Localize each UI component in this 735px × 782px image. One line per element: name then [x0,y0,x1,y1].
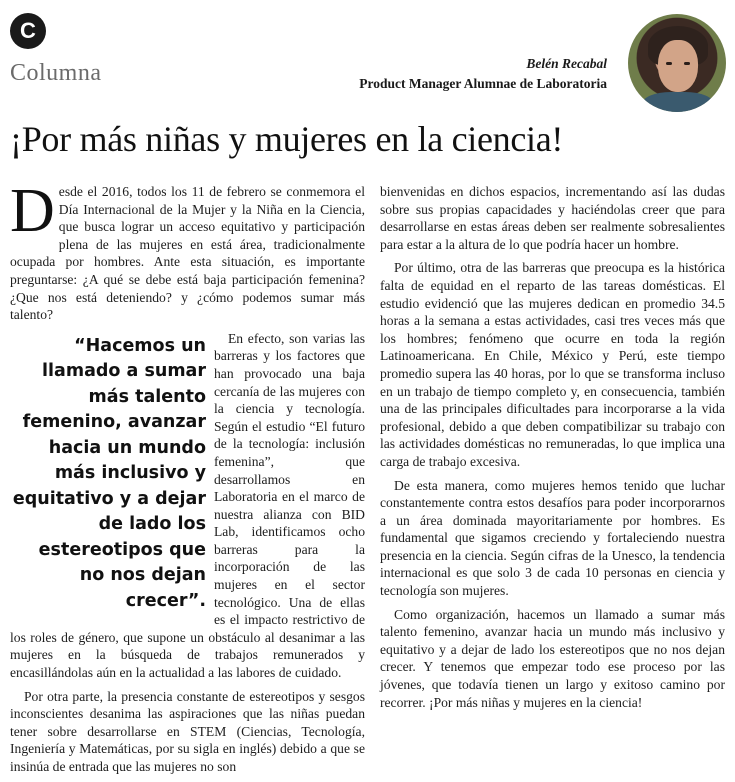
paragraph-stereotypes: Por otra parte, la presencia constante de estereotipos y sesgos inconscientes desanima las aspiraciones que las niñas puedan tener sobre desarrollarse en STEM (Ciencias, Tecnología, Ingeniería y Matemáticas, por su sigla en inglés) debido a que se insinúa de entrada que las mujeres no son [10,688,365,774]
author-byline [359,54,607,94]
article-headline: ¡Por más niñas y mujeres en la ciencia! [10,119,564,159]
section-label: Columna [10,60,102,86]
author-name: Belén Recabal [526,56,607,71]
article-column-right [380,183,725,717]
paragraph-call-to-action: Como organización, hacemos un llamado a sumar más talento femenino, avanzar hacia un mundo más inclusivo y equitativo y a dejar de lado los estereotipos que no nos dejan crecer. Y tenemos que empezar todo ese proceso por las jóvenes, que todavía tienen un largo y exitoso camino por recorrer. ¡Por más niñas y mujeres en la ciencia! [380,606,725,710]
paragraph-challenges: De esta manera, como mujeres hemos tenido que luchar constantemente contra estos desafíos para poder incorporarnos a un área dominada mayoritariamente por hombres. Es fundamental que sigamos creciendo y fortaleciendo nuestra presencia en la ciencia. Según cifras de la Unesco, la tendencia internacional es que solo 3 de cada 10 personas en ciencia y tecnología son mujeres. [380,477,725,599]
paragraph-continued: bienvenidas en dichos espacios, incrementando así las dudas sobre sus propias capacidades y haciéndolas creer que para desarrollarse en estas áreas deben ser realmente sobresalientes para estar a la altura de lo que podría hacer un hombre. [380,184,725,252]
paragraph-intro [10,177,365,324]
article-column-left [10,177,365,782]
author-role: Product Manager Alumnae de Laboratoria [359,76,607,91]
author-photo [628,14,726,112]
column-badge: C [10,13,46,49]
drop-cap: D [10,177,55,245]
paragraph-intro-text: esde el 2016, todos los 11 de febrero se conmemora el Día Internacional de la Mujer y la Niña en la Ciencia, que busca lograr un acceso equitativo y participación plena de las mujeres en está área, tradicionalmente ocupada por hombres. Ante esta situación, es importante preguntarse: ¿A qué se debe está baja participación femenina? ¿Que nos está deteniendo? y ¿cómo podemos sumar más talento? [10,184,365,323]
paragraph-barriers [10,330,365,682]
pull-quote: “Hacemos un llamado a sumar más talento femenino, avanzar hacia un mundo más inclusivo y equitativo y a dejar de lado los estereotipos que no nos dejan crecer”. [12,335,206,611]
paragraph-domestic: Por último, otra de las barreras que preocupa es la histórica falta de equidad en el reparto de las tareas domésticas. El estudio evidenció que las mujeres dedican en promedio 34.5 horas a la semana a estas actividades, casi tres veces más que los hombres; fenómeno que ocurre en toda la región Latinoamericana. En Chile, México y Perú, este tiempo promedio supera las 40 horas, por lo que se transforma incluso en un trabajo de tiempo completo y, en consecuencia, también una de las principales dificultades para incorporarse a la vida profesional, debido a que deben compatibilizar su trabajo con las actividades domésticas no remuneradas, lo que implica una carga de trabajo excesiva. [380,260,725,469]
paragraph-barriers-text: En efecto, son varias las barreras y los factores que han provocado una baja cercanía de las mujeres con la ciencia y tecnología. Según el estudio “El futuro de la tecnología: inclusión femenina”, que desarrollamos en Laboratoria en el marco de nuestra alianza con BID Lab, identificamos ocho barreras para la incorporación de las mujeres en el sector tecnológico. Una de ellas es el impacto restrictivo de los roles de género, que supone un obstáculo al desanimar a las mujeres en la búsqueda de trabajos remunerados y encasillándolas aún en la actualidad a las labores de cuidado. [10,330,365,681]
